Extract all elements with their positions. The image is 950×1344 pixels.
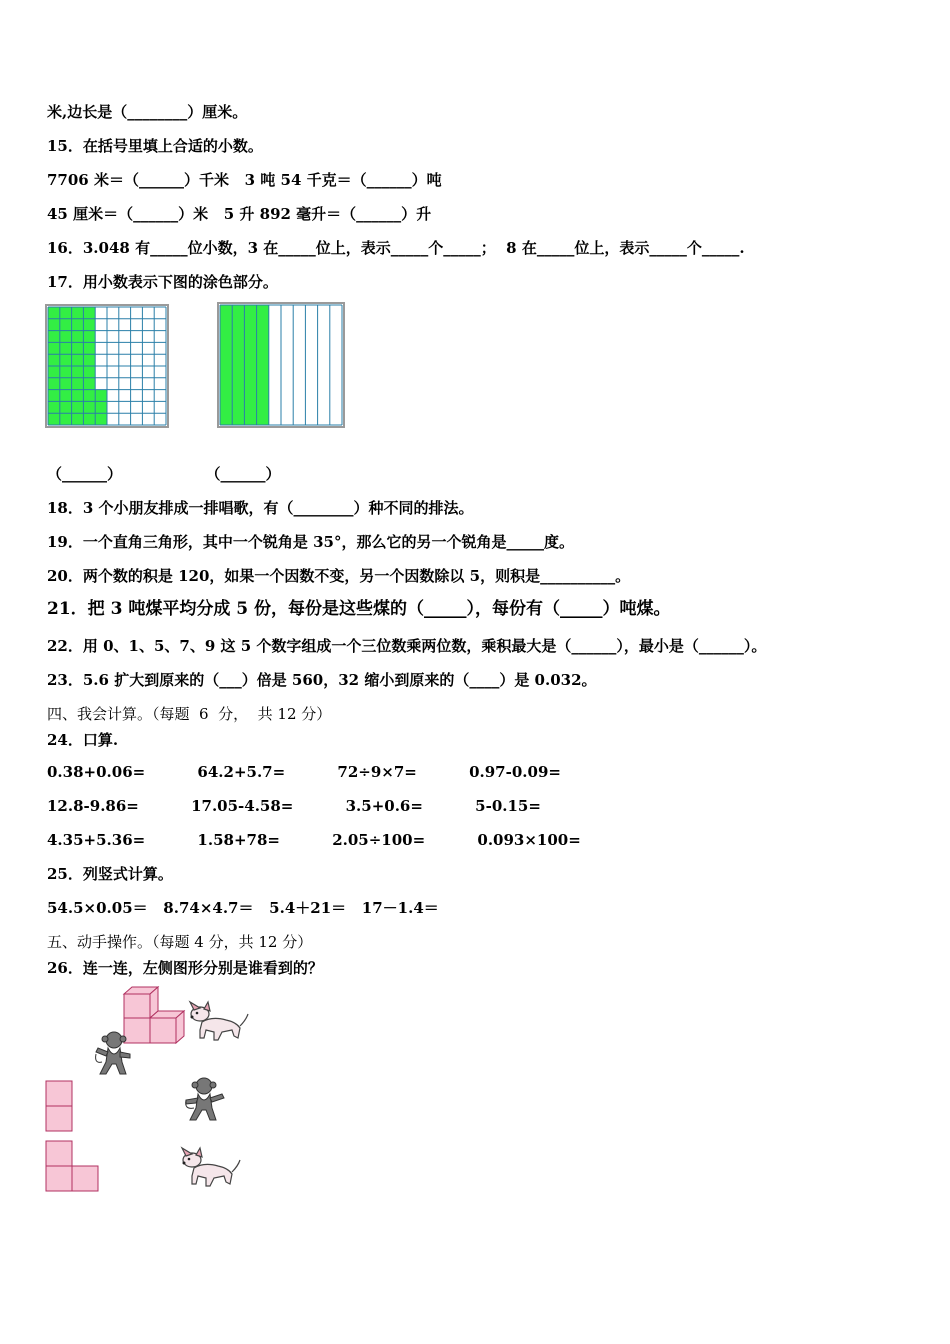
- dog-icon: [188, 1000, 250, 1048]
- q22: 22．用 0、1、5、7、9 这 5 个数字组成一个三位数乘两位数，乘积最大是（______），最小是（______）。: [47, 637, 767, 655]
- q19: 19．一个直角三角形，其中一个锐角是 35°，那么它的另一个锐角是_____度。: [47, 533, 574, 551]
- q18: 18．3 个小朋友排成一排唱歌，有（________）种不同的排法。: [47, 499, 474, 517]
- monkey-icon: [92, 1030, 136, 1078]
- calc-row-1: 0.38+0.06= 64.2+5.7= 72÷9×7= 0.97-0.09=: [47, 763, 561, 781]
- calc-row-2: 12.8-9.86= 17.05-4.58= 3.5+0.6= 5-0.15=: [47, 797, 541, 815]
- q14-tail: 米,边长是（________）厘米。: [47, 103, 248, 121]
- q17-title: 17．用小数表示下图的涂色部分。: [47, 273, 278, 291]
- section-4-heading: 四、我会计算。（每题 6 分， 共 12 分）: [47, 705, 332, 723]
- calc-row-3: 4.35+5.36= 1.58+78= 2.05÷100= 0.093×100=: [47, 831, 581, 849]
- q25-title: 25．列竖式计算。: [47, 865, 173, 883]
- view-l-shape-icon: [45, 1140, 101, 1194]
- q20: 20．两个数的积是 120，如果一个因数不变，另一个因数除以 5，则积是__________。: [47, 567, 631, 585]
- dog-icon: [180, 1146, 242, 1194]
- q24-title: 24．口算.: [47, 731, 119, 749]
- q15-title: 15．在括号里填上合适的小数。: [47, 137, 263, 155]
- q21: 21．把 3 吨煤平均分成 5 份，每份是这些煤的（_____），每份有（_____）吨煤。: [47, 599, 671, 619]
- tenths-grid-figure: [217, 302, 345, 428]
- shaded-strip: [257, 305, 269, 425]
- q16: 16．3.048 有_____位小数，3 在_____位上，表示_____个_____； 8 在_____位上，表示_____个_____.: [47, 239, 745, 257]
- monkey-icon: [180, 1076, 226, 1124]
- shaded-strip: [220, 305, 232, 425]
- q26-title: 26．连一连，左侧图形分别是谁看到的？: [47, 959, 323, 977]
- q23: 23．5.6 扩大到原来的（___）倍是 560，32 缩小到原来的（____）是 0.032。: [47, 671, 597, 689]
- shaded-strip: [232, 305, 244, 425]
- q15-part-a: 7706 米＝（______）千米 3 吨 54 千克＝（______）吨: [47, 171, 442, 189]
- q15-part-b: 45 厘米＝（______）米 5 升 892 毫升＝（______）升: [47, 205, 432, 223]
- hundred-grid-figure: [45, 304, 169, 428]
- shaded-strip: [244, 305, 256, 425]
- calc-row-4: 54.5×0.05＝ 8.74×4.7＝ 5.4＋21＝ 17－1.4＝: [47, 899, 439, 917]
- shaded-partial-column: [95, 390, 107, 425]
- q17-answers: （______） （______）: [47, 465, 281, 483]
- view-two-stack-icon: [45, 1080, 75, 1134]
- section-5-heading: 五、动手操作。（每题 4 分，共 12 分）: [47, 933, 313, 951]
